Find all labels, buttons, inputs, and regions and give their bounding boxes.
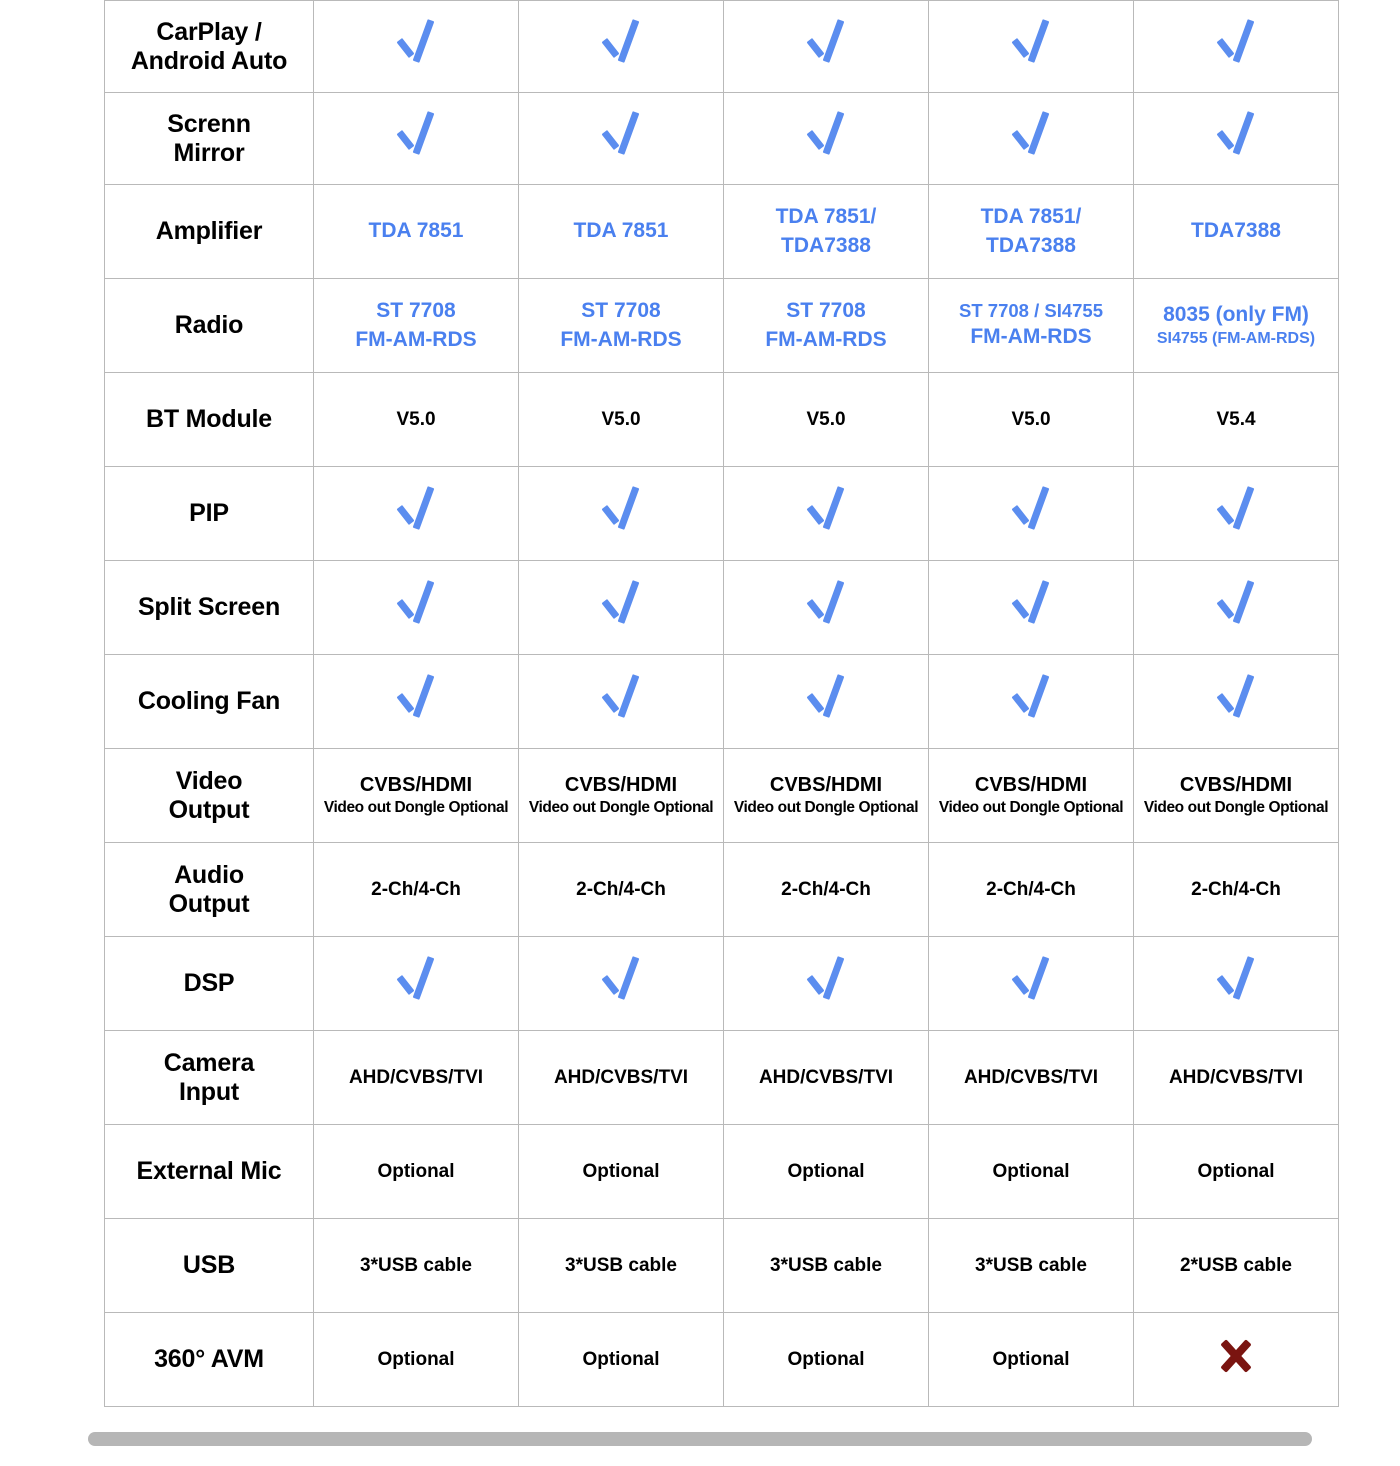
- check-icon: [395, 581, 437, 627]
- cell-usb-col5: 2*USB cable: [1134, 1219, 1339, 1313]
- cell-audio-output-col4: 2-Ch/4-Ch: [929, 843, 1134, 937]
- table-row: [105, 93, 1339, 185]
- check-icon: [1010, 20, 1052, 66]
- row-label-line-2: Android Auto: [130, 46, 288, 75]
- table-row: [105, 185, 1339, 279]
- cell-screen-mirror-col2: [519, 93, 724, 185]
- row-label-dsp: [105, 937, 314, 1031]
- value-line-2: Video out Dongle Optional: [938, 799, 1124, 817]
- check-icon: [600, 112, 642, 158]
- cell-dsp-col1: [314, 937, 519, 1031]
- check-icon: [805, 581, 847, 627]
- row-label-line-2: Output: [168, 795, 250, 824]
- cell-cooling-fan-col4: [929, 655, 1134, 749]
- horizontal-scrollbar[interactable]: [88, 1432, 1312, 1446]
- cell-usb-col4: 3*USB cable: [929, 1219, 1134, 1313]
- cell-screen-mirror-col5: [1134, 93, 1339, 185]
- row-label-pip: [105, 467, 314, 561]
- cell-bt-module-col1: V5.0: [314, 373, 519, 467]
- row-label-camera-input: [105, 1031, 314, 1125]
- cell-amplifier-col5: [1134, 185, 1339, 279]
- cell-pip-col1: [314, 467, 519, 561]
- cell-camera-input-col5: AHD/CVBS/TVI: [1134, 1031, 1339, 1125]
- cell-split-screen-col2: [519, 561, 724, 655]
- row-label-line-1: Split Screen: [137, 593, 281, 622]
- row-label-line-1: Amplifier: [155, 217, 263, 246]
- cell-dsp-col5: [1134, 937, 1339, 1031]
- value-line-1: ST 7708: [376, 299, 456, 323]
- check-icon: [600, 675, 642, 721]
- check-icon: [600, 20, 642, 66]
- cell-carplay-col3: [724, 1, 929, 93]
- cell-split-screen-col5: [1134, 561, 1339, 655]
- check-icon: [1215, 957, 1257, 1003]
- value-line-2: FM-AM-RDS: [970, 325, 1092, 349]
- table-row: [105, 467, 1339, 561]
- row-label-line-1: External Mic: [136, 1157, 282, 1186]
- cell-cooling-fan-col2: [519, 655, 724, 749]
- value-line-1: CVBS/HDMI: [974, 774, 1088, 797]
- value-line-1: CVBS/HDMI: [1179, 774, 1293, 797]
- cell-external-mic-col2: Optional: [519, 1125, 724, 1219]
- cell-radio-col1: [314, 279, 519, 373]
- cell-external-mic-col3: Optional: [724, 1125, 929, 1219]
- cell-video-output-col1: [314, 749, 519, 843]
- check-icon: [1215, 675, 1257, 721]
- cell-usb-col1: 3*USB cable: [314, 1219, 519, 1313]
- table-row: [105, 1031, 1339, 1125]
- row-label-line-2: Input: [178, 1077, 240, 1106]
- cell-dsp-col2: [519, 937, 724, 1031]
- cell-carplay-col4: [929, 1, 1134, 93]
- cell-bt-module-col3: V5.0: [724, 373, 929, 467]
- value-line-1: TDA 7851/: [980, 205, 1082, 229]
- row-label-split-screen: [105, 561, 314, 655]
- cell-camera-input-col2: AHD/CVBS/TVI: [519, 1031, 724, 1125]
- cell-pip-col5: [1134, 467, 1339, 561]
- cell-cooling-fan-col1: [314, 655, 519, 749]
- value-line-1: ST 7708: [786, 299, 866, 323]
- value-line-2: TDA7388: [781, 233, 871, 257]
- cell-360-avm-col1: Optional: [314, 1313, 519, 1407]
- cell-carplay-col2: [519, 1, 724, 93]
- check-icon: [805, 20, 847, 66]
- table-row: [105, 1, 1339, 93]
- row-label-line-1: Audio: [174, 860, 244, 889]
- value-line-2: FM-AM-RDS: [355, 327, 477, 351]
- table-row: [105, 655, 1339, 749]
- cell-video-output-col5: [1134, 749, 1339, 843]
- row-label-line-1: BT Module: [146, 405, 272, 434]
- check-icon: [395, 20, 437, 66]
- check-icon: [395, 675, 437, 721]
- cell-amplifier-col4: [929, 185, 1134, 279]
- cell-cooling-fan-col5: [1134, 655, 1339, 749]
- cell-camera-input-col3: AHD/CVBS/TVI: [724, 1031, 929, 1125]
- row-label-line-1: PIP: [189, 499, 229, 528]
- row-label-video-output: [105, 749, 314, 843]
- value-line-2: TDA7388: [986, 233, 1076, 257]
- row-label-audio-output: [105, 843, 314, 937]
- check-icon: [600, 957, 642, 1003]
- cell-video-output-col2: [519, 749, 724, 843]
- cell-audio-output-col5: 2-Ch/4-Ch: [1134, 843, 1339, 937]
- value-line-2: FM-AM-RDS: [560, 327, 682, 351]
- check-icon: [805, 675, 847, 721]
- check-icon: [395, 487, 437, 533]
- check-icon: [1010, 675, 1052, 721]
- row-label-line-2: Output: [168, 889, 250, 918]
- cell-bt-module-col5: V5.4: [1134, 373, 1339, 467]
- row-label-radio: [105, 279, 314, 373]
- table-row: [105, 279, 1339, 373]
- cell-screen-mirror-col4: [929, 93, 1134, 185]
- row-label-line-1: Video: [175, 766, 243, 795]
- check-icon: [395, 112, 437, 158]
- row-label-bt-module: [105, 373, 314, 467]
- table-row: [105, 373, 1339, 467]
- check-icon: [1010, 581, 1052, 627]
- check-icon: [805, 487, 847, 533]
- check-icon: [1215, 20, 1257, 66]
- value-line-2: FM-AM-RDS: [765, 327, 887, 351]
- cell-pip-col3: [724, 467, 929, 561]
- value-line-1: TDA7388: [1191, 219, 1281, 243]
- value-line-1: ST 7708 / SI4755: [959, 300, 1103, 322]
- cell-amplifier-col1: [314, 185, 519, 279]
- value-line-2: Video out Dongle Optional: [323, 799, 509, 817]
- row-label-carplay-android-auto: [105, 1, 314, 93]
- cell-screen-mirror-col3: [724, 93, 929, 185]
- cell-pip-col2: [519, 467, 724, 561]
- check-icon: [1215, 112, 1257, 158]
- value-line-1: CVBS/HDMI: [769, 774, 883, 797]
- cell-audio-output-col3: 2-Ch/4-Ch: [724, 843, 929, 937]
- table-row: [105, 749, 1339, 843]
- table-row: [105, 1313, 1339, 1407]
- value-line-2: Video out Dongle Optional: [1143, 799, 1329, 817]
- cell-video-output-col4: [929, 749, 1134, 843]
- value-line-1: TDA 7851: [573, 219, 669, 243]
- check-icon: [1010, 957, 1052, 1003]
- value-line-1: CVBS/HDMI: [564, 774, 678, 797]
- row-label-external-mic: [105, 1125, 314, 1219]
- cross-icon: [1218, 1339, 1254, 1373]
- check-icon: [1010, 112, 1052, 158]
- spec-comparison-table: [104, 0, 1339, 1407]
- cell-pip-col4: [929, 467, 1134, 561]
- check-icon: [1010, 487, 1052, 533]
- table-row: [105, 937, 1339, 1031]
- check-icon: [600, 487, 642, 533]
- value-line-1: TDA 7851/: [775, 205, 877, 229]
- row-label-cooling-fan: [105, 655, 314, 749]
- cell-camera-input-col1: AHD/CVBS/TVI: [314, 1031, 519, 1125]
- check-icon: [805, 957, 847, 1003]
- cell-carplay-col5: [1134, 1, 1339, 93]
- row-label-line-1: Screnn: [167, 109, 251, 138]
- cell-360-avm-col5: [1134, 1313, 1339, 1407]
- row-label-line-1: CarPlay /: [156, 17, 262, 46]
- check-icon: [805, 112, 847, 158]
- table-row: [105, 843, 1339, 937]
- cell-video-output-col3: [724, 749, 929, 843]
- cell-amplifier-col2: [519, 185, 724, 279]
- cell-external-mic-col5: Optional: [1134, 1125, 1339, 1219]
- check-icon: [1215, 487, 1257, 533]
- table-row: [105, 1219, 1339, 1313]
- cell-usb-col2: 3*USB cable: [519, 1219, 724, 1313]
- cell-screen-mirror-col1: [314, 93, 519, 185]
- cell-cooling-fan-col3: [724, 655, 929, 749]
- cell-external-mic-col1: Optional: [314, 1125, 519, 1219]
- cell-amplifier-col3: [724, 185, 929, 279]
- cell-radio-col5: [1134, 279, 1339, 373]
- cell-radio-col3: [724, 279, 929, 373]
- cell-360-avm-col3: Optional: [724, 1313, 929, 1407]
- value-line-2: Video out Dongle Optional: [528, 799, 714, 817]
- value-line-2: SI4755 (FM-AM-RDS): [1156, 330, 1316, 348]
- cell-dsp-col3: [724, 937, 929, 1031]
- cell-radio-col2: [519, 279, 724, 373]
- cell-camera-input-col4: AHD/CVBS/TVI: [929, 1031, 1134, 1125]
- row-label-screen-mirror: [105, 93, 314, 185]
- cell-split-screen-col4: [929, 561, 1134, 655]
- cell-usb-col3: 3*USB cable: [724, 1219, 929, 1313]
- cell-split-screen-col3: [724, 561, 929, 655]
- row-label-line-2: Mirror: [173, 138, 245, 167]
- value-line-2: Video out Dongle Optional: [733, 799, 919, 817]
- row-label-line-1: 360° AVM: [154, 1345, 264, 1374]
- cell-radio-col4: [929, 279, 1134, 373]
- cell-bt-module-col2: V5.0: [519, 373, 724, 467]
- row-label-usb: [105, 1219, 314, 1313]
- row-label-amplifier: [105, 185, 314, 279]
- check-icon: [1215, 581, 1257, 627]
- value-line-1: CVBS/HDMI: [359, 774, 473, 797]
- cell-360-avm-col4: Optional: [929, 1313, 1134, 1407]
- cell-external-mic-col4: Optional: [929, 1125, 1134, 1219]
- row-label-360-avm: [105, 1313, 314, 1407]
- cell-dsp-col4: [929, 937, 1134, 1031]
- cell-360-avm-col2: Optional: [519, 1313, 724, 1407]
- table-row: [105, 1125, 1339, 1219]
- cell-carplay-col1: [314, 1, 519, 93]
- value-line-1: ST 7708: [581, 299, 661, 323]
- cell-audio-output-col1: 2-Ch/4-Ch: [314, 843, 519, 937]
- cell-split-screen-col1: [314, 561, 519, 655]
- table-row: [105, 561, 1339, 655]
- row-label-line-1: DSP: [183, 969, 235, 998]
- row-label-line-1: Radio: [174, 311, 244, 340]
- cell-audio-output-col2: 2-Ch/4-Ch: [519, 843, 724, 937]
- check-icon: [600, 581, 642, 627]
- cell-bt-module-col4: V5.0: [929, 373, 1134, 467]
- value-line-1: 8035 (only FM): [1163, 302, 1309, 326]
- value-line-1: TDA 7851: [368, 219, 464, 243]
- row-label-line-1: USB: [182, 1251, 236, 1280]
- check-icon: [395, 957, 437, 1003]
- row-label-line-1: Camera: [163, 1048, 255, 1077]
- row-label-line-1: Cooling Fan: [137, 687, 281, 716]
